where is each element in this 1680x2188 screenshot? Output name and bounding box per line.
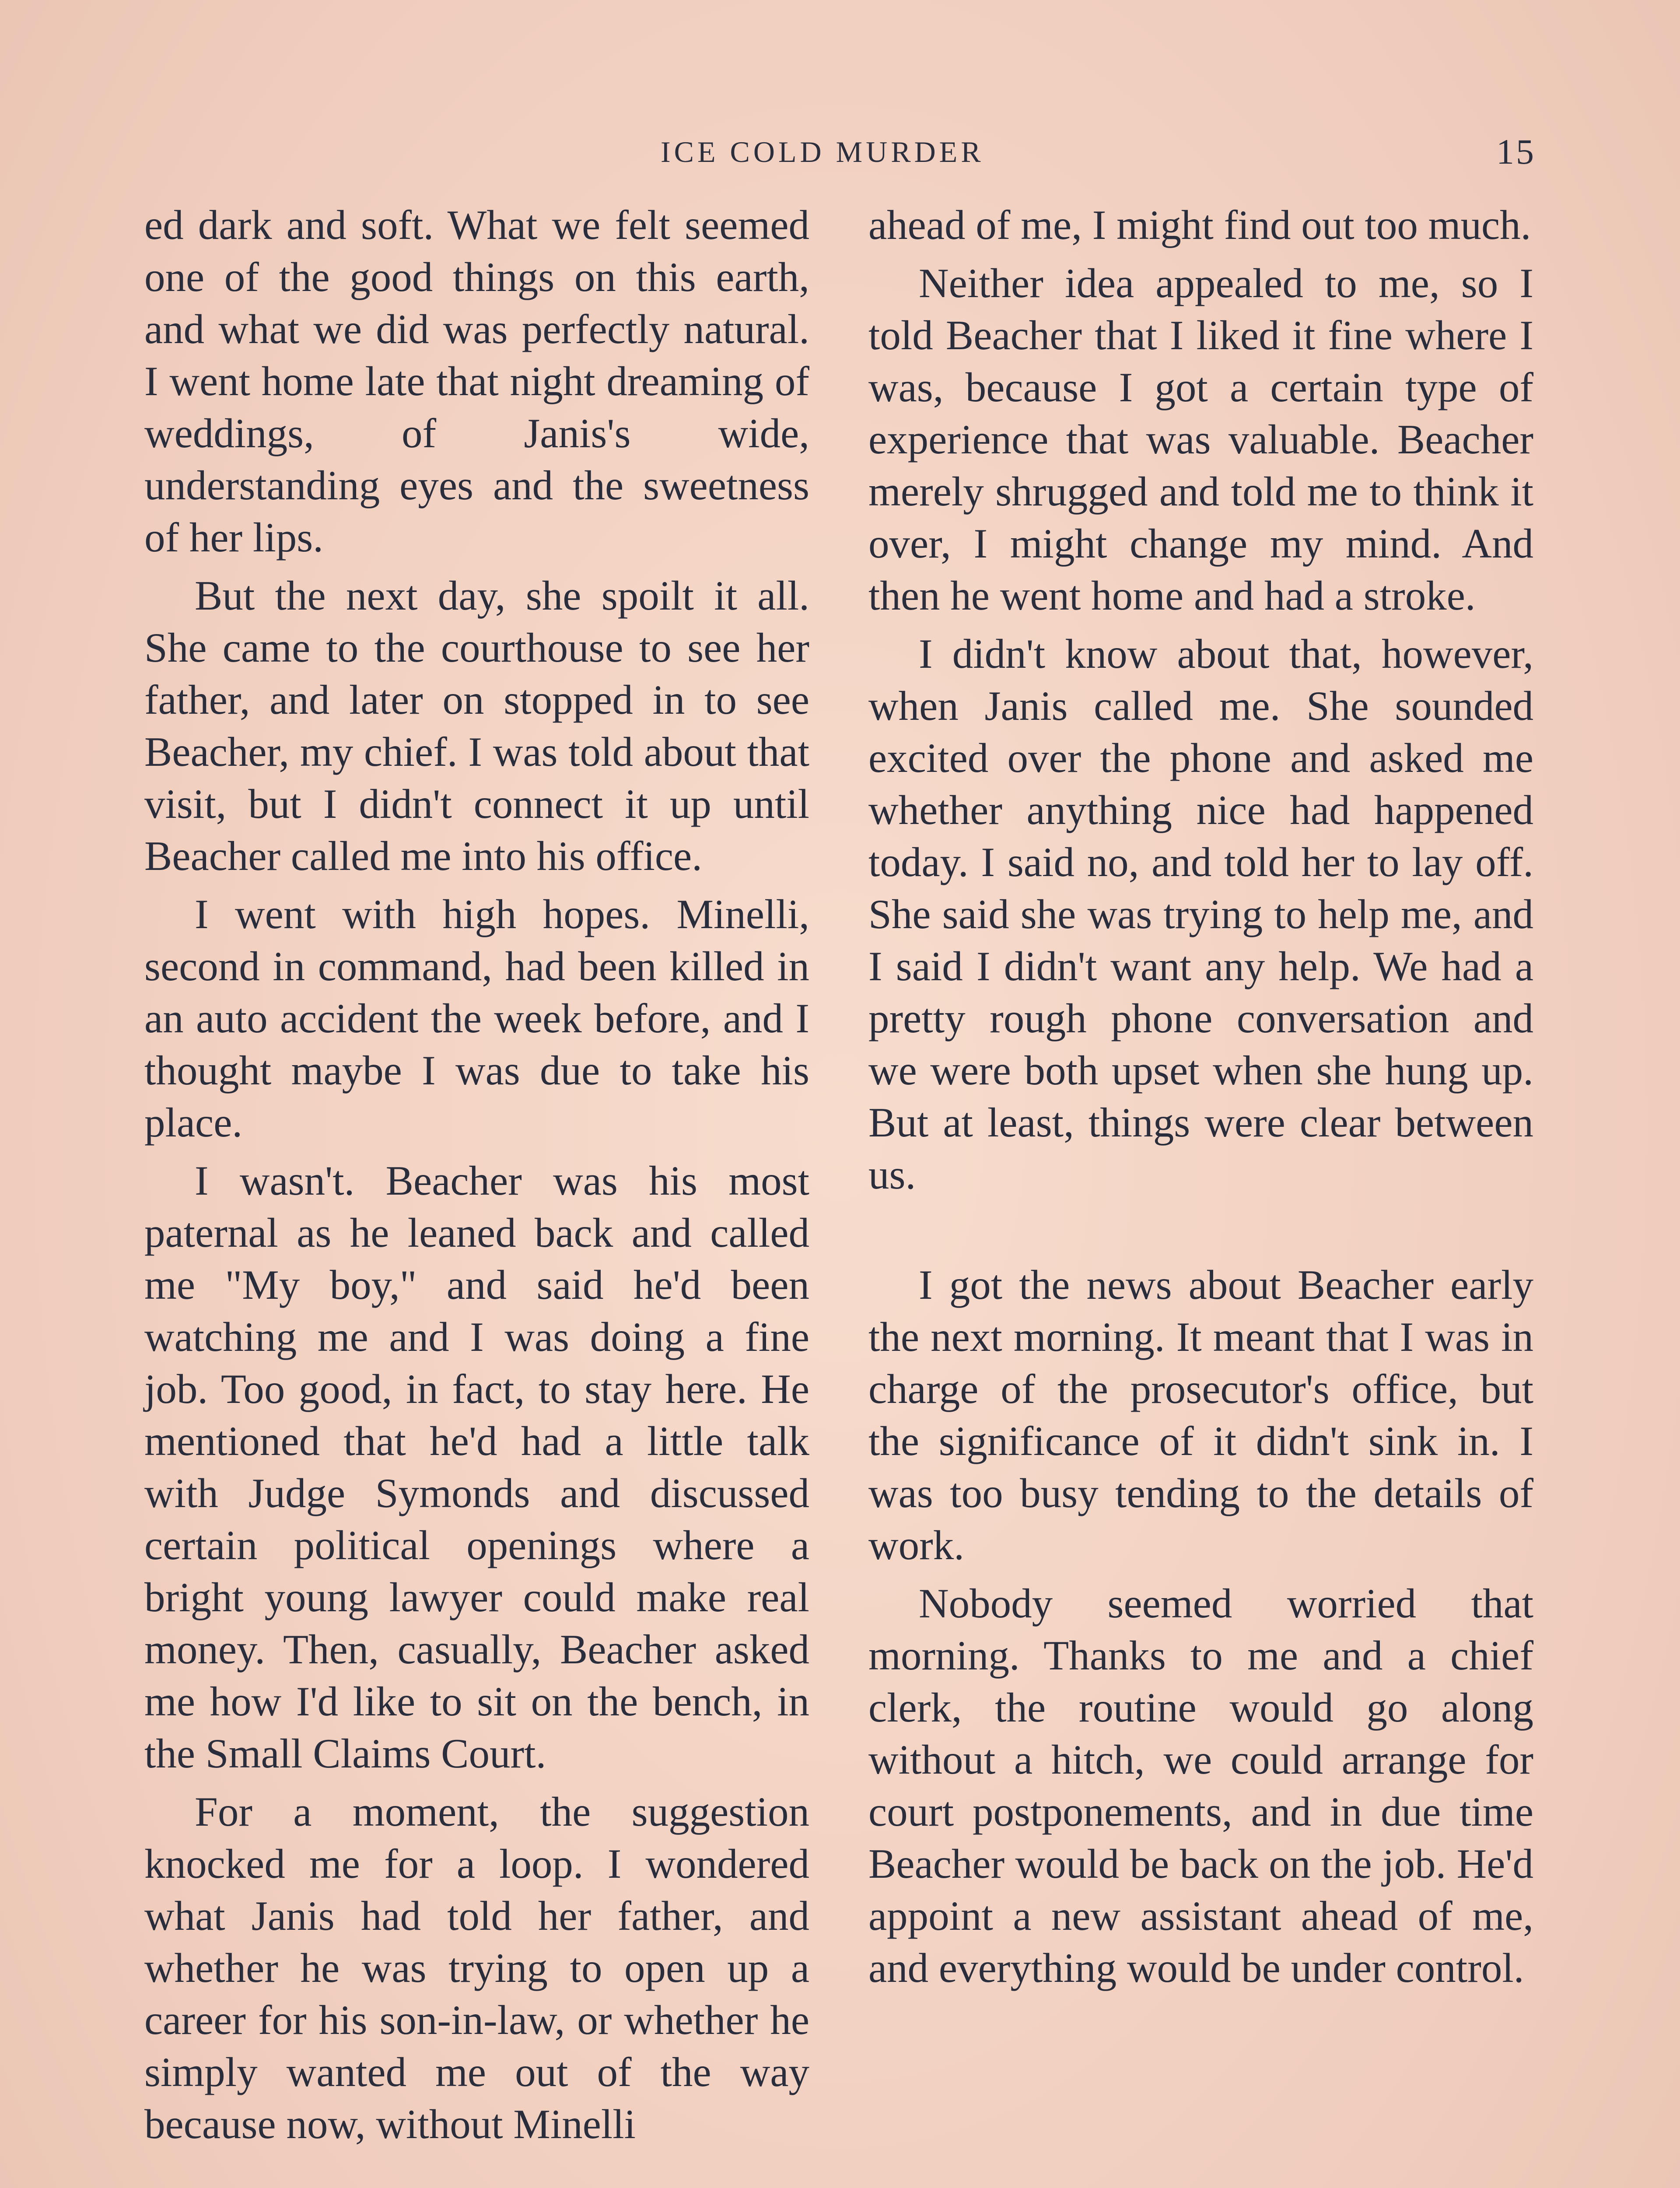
paragraph: I wasn't. Beacher was his most paternal as he leaned back and called me "My boy," and said he'd been watching me and I was doing a fine job. Too good, in fact, to stay here. He mentioned that he'd had a little talk with Judge Symonds and discussed certain political openings where a bright young lawyer could make real money. Then, casually, Beacher asked me how I'd like to sit on the bench, in the Small Claims Court. [144,1157,809,1777]
page-number: 15 [1496,132,1536,172]
paragraph: But the next day, she spoilt it all. She came to the courthouse to see her father, and later on stopped in to see Beacher, my chief. I was told about that visit, but I didn't connect it up until Beacher called me into his office. [144,572,809,879]
left-column [144,199,809,2156]
paragraph: ahead of me, I might find out too much. [868,202,1531,248]
paragraph: Neither idea appealed to me, so I told Beacher that I liked it fine where I was, because I got a certain type of experience that was valuable. Beacher merely shrugged and told me to think it over, I might change my mind. And then he went home and had a stroke. [868,260,1533,619]
paragraph: I got the news about Beacher early the next morning. It meant that I was in charge of the prosecutor's office, but the significance of it didn't sink in. I was too busy tending to the details of work. [868,1262,1533,1568]
running-title: ICE COLD MURDER [661,135,984,168]
right-column [868,199,1533,2000]
section-break [868,1207,1533,1259]
paragraph: ed dark and soft. What we felt seemed one of the good things on this earth, and what we did was perfectly natural. I went home late that night dreaming of weddings, of Janis's wide, understanding eyes and the sweetness of her lips. [144,202,809,561]
paragraph: I went with high hopes. Minelli, second in command, had been killed in an auto accident the week before, and I thought maybe I was due to take his place. [144,891,809,1146]
paragraph: I didn't know about that, however, when Janis called me. She sounded excited over the phone and asked me whether anything nice had happened today. I said no, and told her to lay off. She said she was trying to help me, and I said I didn't want any help. We had a pretty rough phone conversation and we were both upset when she hung up. But at least, things were clear between us. [868,631,1533,1198]
paragraph: Nobody seemed worried that morning. Thanks to me and a chief clerk, the routine would go along without a hitch, we could arrange for court postponements, and in due time Beacher would be back on the job. He'd appoint a new assistant ahead of me, and everything would be under control. [868,1580,1533,1991]
paragraph: For a moment, the suggestion knocked me for a loop. I wondered what Janis had told her father, and whether he was trying to open up a career for his son-in-law, or whether he simply wanted me out of the way because now, without Minelli [144,1788,809,2147]
page-header [0,131,1680,179]
